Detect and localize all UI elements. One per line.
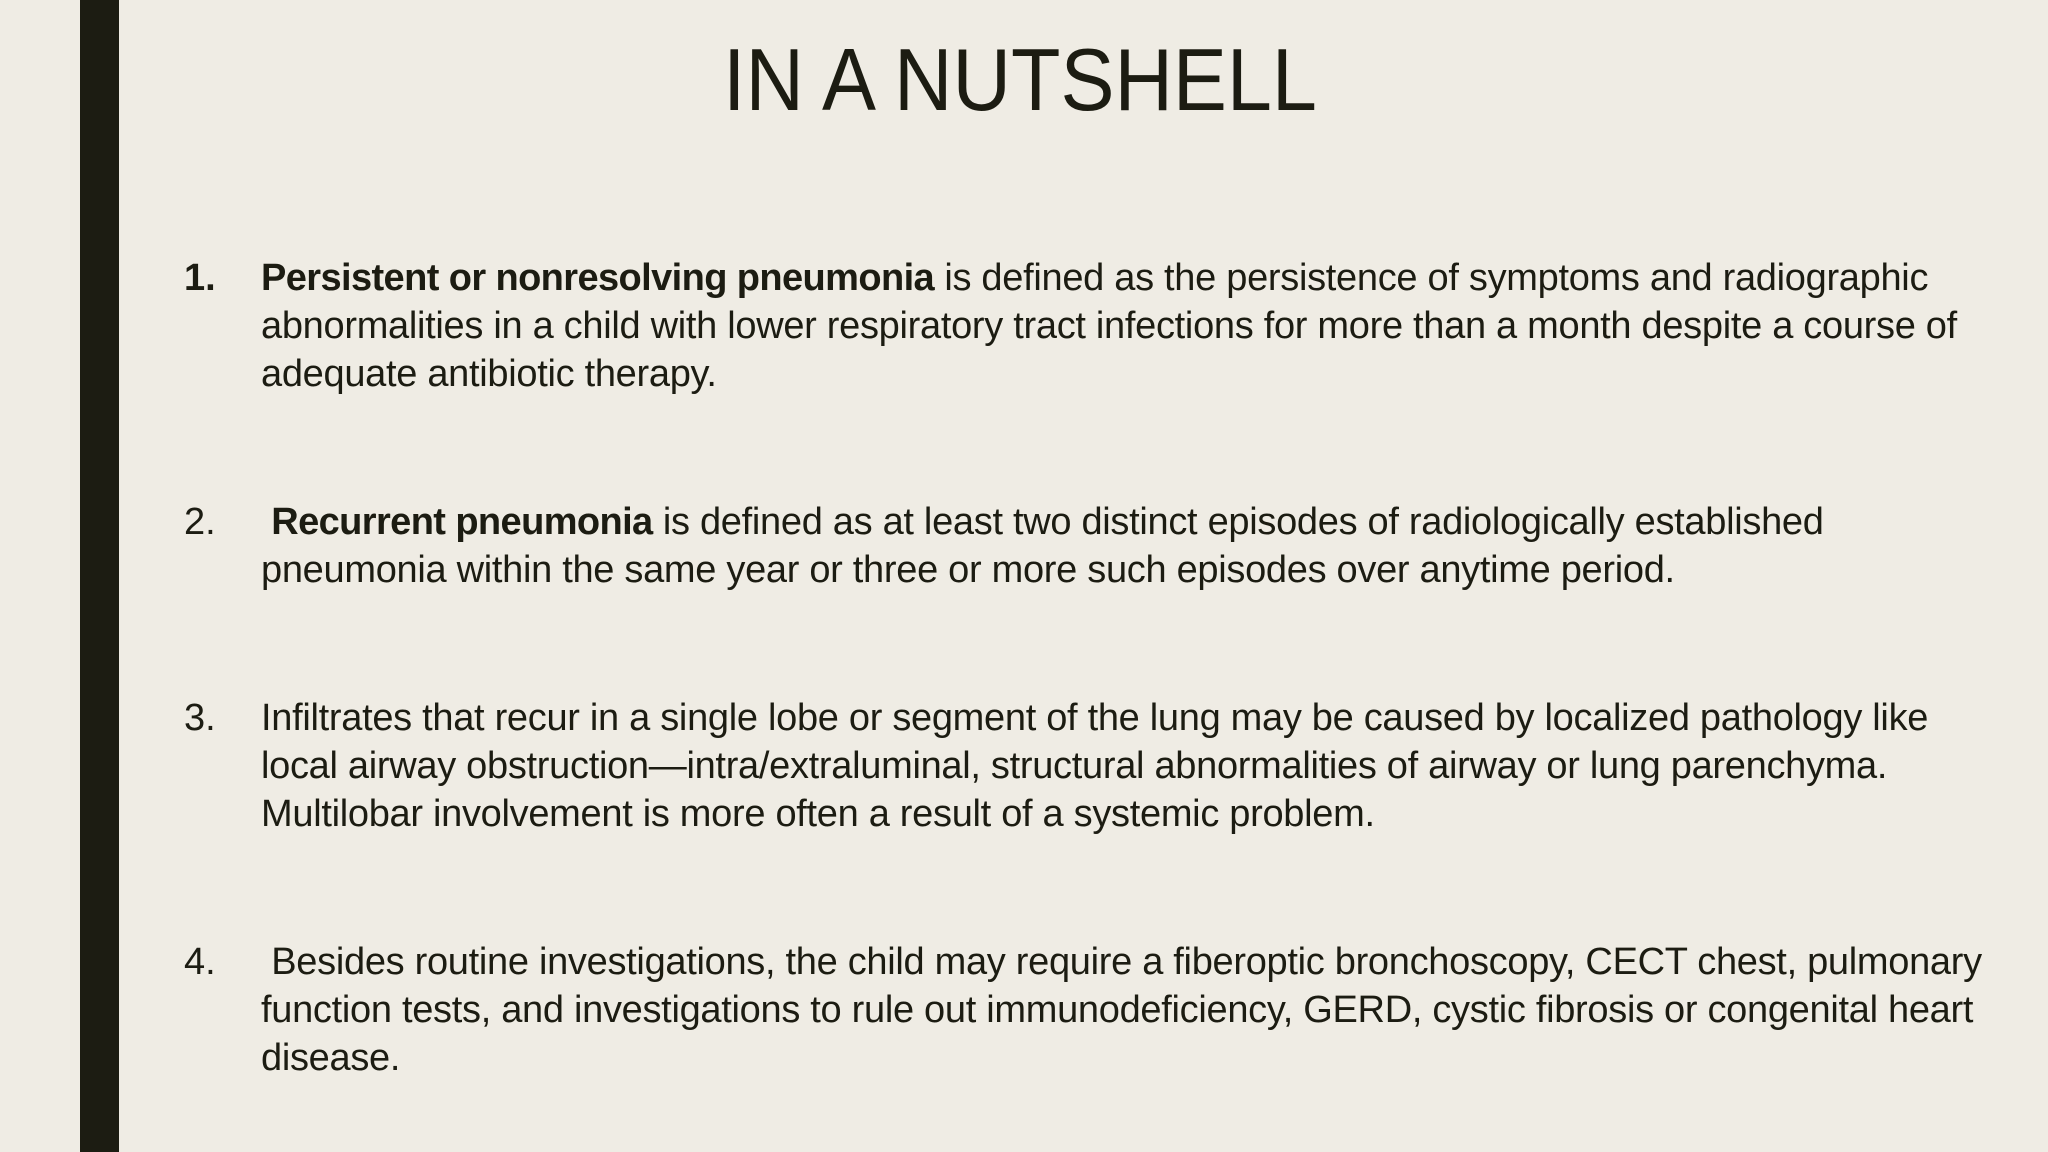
list-item-text	[261, 694, 1983, 838]
list-item-text	[261, 254, 1983, 398]
left-accent-bar	[80, 0, 119, 1152]
item-text: Infiltrates that recur in a single lobe or segment of the lung may be caused by localized pathology like local airway obstruction—intra/extraluminal, structural abnormalities of airway or lung parenchyma. Multilobar involvement is more often a result of a systemic problem.	[261, 697, 1929, 835]
list-item-text	[261, 498, 1983, 594]
definition-text: is defined as the persistence of symptoms and radiographic abnormalities in a child with lower respiratory tract infections for more than a month despite a course of adequate antibiotic therapy.	[261, 257, 1957, 395]
list-number: 2.	[184, 501, 216, 543]
list-number: 3.	[184, 697, 216, 739]
bold-term: Persistent or nonresolving pneumonia	[261, 257, 935, 299]
bold-term: Recurrent pneumonia	[271, 501, 653, 543]
list-number: 1.	[184, 257, 216, 299]
definition-text: is defined as at least two distinct episodes of radiologically established pneumonia within the same year or three or more such episodes over anytime period.	[261, 501, 1824, 591]
list-item-text	[261, 938, 1983, 1082]
item-text: Besides routine investigations, the child may require a fiberoptic bronchoscopy, CECT chest, pulmonary function tests, and investigations to rule out immunodeficiency, GERD, cystic fibrosis or congenital heart disease.	[261, 941, 1982, 1079]
slide-title: IN A NUTSHELL	[723, 30, 1317, 129]
list-number: 4.	[184, 941, 216, 983]
